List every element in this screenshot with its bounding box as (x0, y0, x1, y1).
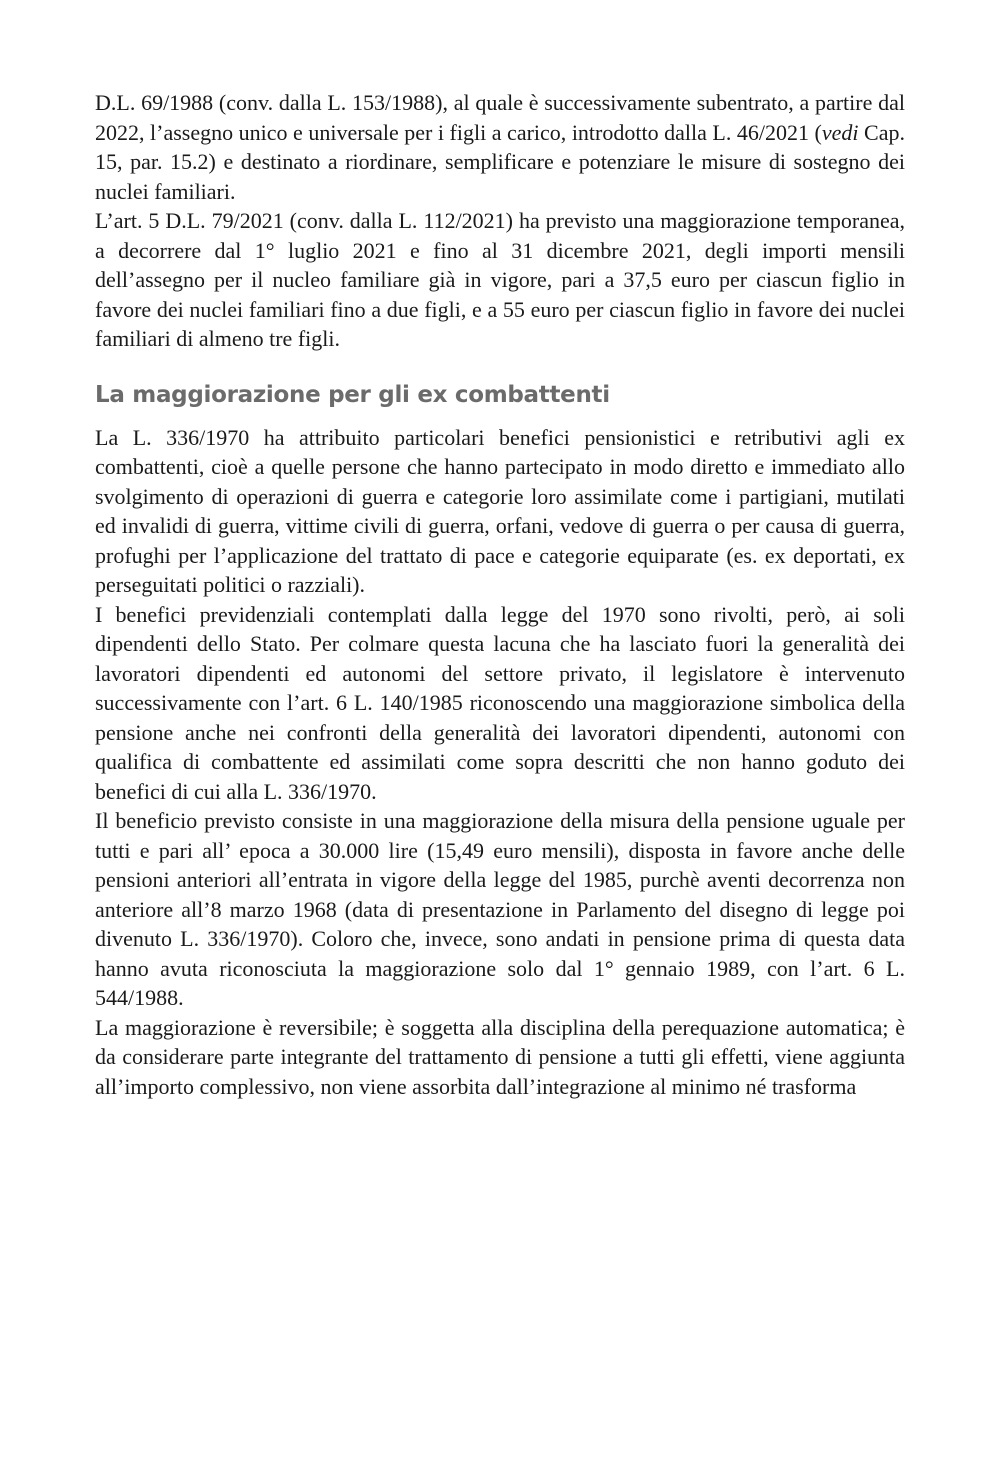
document-page (95, 88, 905, 1101)
paragraph-text: Cap. 15, par. 15.2) e destinato a riordinare, semplificare e potenziare le misure di sostegno dei nuclei familiari. (95, 119, 905, 204)
paragraph-beneficio-previsto: Il beneficio previsto consiste in una maggiorazione della misura della pensione uguale per tutti e pari all’ epoca a 30.000 lire (15,49 euro mensili), disposta in favore anche delle pensioni anteriori all’entrata in vigore della legge del 1985, purchè aventi decorrenza non anteriore all’8 marzo 1968 (data di presentazione in Parlamento del disegno di legge poi divenuto L. 336/1970). Coloro che, invece, sono andati in pensione prima di questa data hanno avuta riconosciuta la maggiorazione solo dal 1° gennaio 1989, con l’art. 6 L. 544/1988. (95, 808, 905, 1010)
paragraph-text: D.L. 69/1988 (conv. dalla L. 153/1988), al quale è successivamente subentrato, a partire dal 2022, l’assegno unico e universale per i figli a carico, introdotto dalla L. 46/2021 ( (95, 90, 905, 145)
paragraph-maggiorazione-temporanea: L’art. 5 D.L. 79/2021 (conv. dalla L. 112/2021) ha previsto una maggiorazione temporanea, a decorrere dal 1° luglio 2021 e fino al 31 dicembre 2021, degli importi mensili dell’assegno per il nucleo familiare già in vigore, pari a 37,5 euro per ciascun figlio in favore dei nuclei familiari fino a due figli, e a 55 euro per ciascun figlio in favore dei nuclei familiari di almeno tre figli. (95, 208, 905, 351)
italic-reference: vedi (821, 119, 859, 145)
paragraph-reversibilita: La maggiorazione è reversibile; è soggetta alla disciplina della perequazione automatica; è da considerare parte integrante del trattamento di pensione a tutti gli effetti, viene aggiunta all’importo complessivo, non viene assorbita dall’integrazione al minimo né trasforma (95, 1014, 905, 1099)
paragraph-assegno-unico (95, 88, 905, 206)
section-heading: La maggiorazione per gli ex combattenti (95, 381, 610, 408)
paragraph-legge-336-1970: La L. 336/1970 ha attribuito particolari benefici pensionistici e retributivi agli ex combattenti, cioè a quelle persone che hanno partecipato in modo diretto e immediato allo svolgimento di operazioni di guerra e categorie loro assimilate come i partigiani, mutilati ed invalidi di guerra, vittime civili di guerra, orfani, vedove di guerra o per causa di guerra, profughi per l’applicazione del trattato di pace e categorie equiparate (es. ex deportati, ex perseguitati politici o razziali). (95, 424, 905, 597)
paragraph-benefici-previdenziali: I benefici previdenziali contemplati dalla legge del 1970 sono rivolti, però, ai soli dipendenti dello Stato. Per colmare questa lacuna che ha lasciato fuori la generalità dei lavoratori dipendenti ed autonomi del settore privato, il legislatore è intervenuto successivamente con l’art. 6 L. 140/1985 riconoscendo una maggiorazione simbolica della pensione anche nei confronti della generalità dei lavoratori dipendenti, autonomi con qualifica di combattente ed assimilati come sopra descritti che non hanno goduto dei benefici di cui alla L. 336/1970. (95, 601, 905, 804)
